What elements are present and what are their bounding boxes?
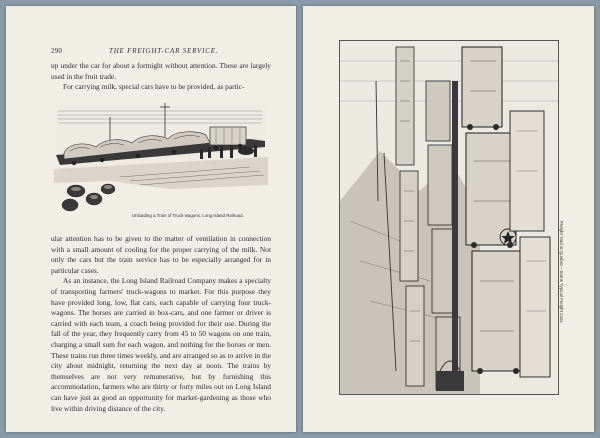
paragraph: For carrying milk, special cars have to be provided, as partic- [63,82,245,92]
figure-caption: Unloading a Train of Truck-wagons, Long Island Railroad. [132,213,244,218]
paragraph: ular attention has to be given to the matter of ventilation in connection with a small amount of cooling for the proper carrying of the milk. Not only the cars but the train service has to be especially arranged for in particular cases. [51,234,271,275]
plate-caption: Freight Yard at Quebec—Some Typical Freight Cars. [559,221,564,324]
paragraph: up under the car for about a fortnight without attention. These are largely used in the fruit trade. [51,61,271,81]
paragraph: As an instance, the Long Island Railroad Company makes a specialty of transporting farmers' truck-wagons to market. For this purpose they have provided long, low, flat cars, each capable of carrying four truck-wagons. The horses are carried in box-cars, and one farmer or driver is carried with each team, a coach being provided for their use. During the fall of the year, they frequently carry from 45 to 50 wagons on one train, charging a small sum for each wagon, and nothing for the horses or men. These trains run three times weekly, and are arranged so as to arrive in the city about midnight, returning the next day at noon. The trains by themselves are not very remunerative, but by furnishing this accommodation, farmers who are thirty or forty miles out on Long Island can have just as good an opportunity for market-gardening as those who live within driving distance of the city. [51,276,271,413]
engraving-freight-yard [339,40,559,395]
running-title: THE FREIGHT-CAR SERVICE. [109,47,219,55]
right-page [303,6,594,432]
text-block-top [51,61,271,93]
page-number: 290 [51,47,63,55]
freight-yard-illustration [340,41,558,394]
text-block-bottom [51,234,271,414]
left-page [6,6,296,432]
engraving-truck-wagons [50,101,272,223]
train-illustration [50,101,272,223]
